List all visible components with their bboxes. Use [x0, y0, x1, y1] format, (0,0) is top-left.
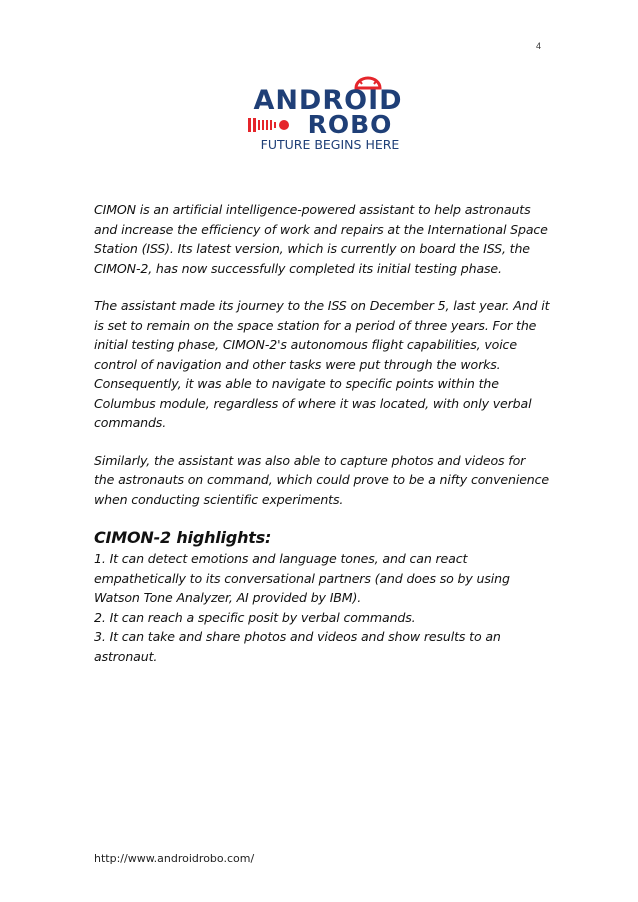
- paragraph-1: [94, 200, 554, 278]
- logo-tagline: FUTURE BEGINS HERE: [260, 137, 400, 152]
- text-line: CIMON-2, has now successfully completed its initial testing phase.: [94, 260, 502, 276]
- logo-graphic: [238, 76, 418, 156]
- list-item: Watson Tone Analyzer, AI provided by IBM).: [94, 590, 362, 605]
- text-line: initial testing phase, CIMON-2's autonomous flight capabilities, voice: [94, 337, 517, 352]
- text-line: when conducting scientific experiments.: [94, 491, 344, 507]
- androidrobo-logo: [238, 76, 418, 156]
- text-line: CIMON is an artificial intelligence-powered assistant to help astronauts: [94, 202, 531, 217]
- logo-word-android: ANDROID: [253, 85, 403, 116]
- text-line: Columbus module, regardless of where it was located, with only verbal: [94, 395, 532, 411]
- text-line: Similarly, the assistant was also able to capture photos and videos for: [94, 452, 526, 468]
- text-line: is set to remain on the space station for a period of three years. For the: [94, 317, 537, 333]
- paragraph-3: [94, 451, 554, 510]
- article-body: [94, 200, 554, 666]
- paragraph-2: [94, 296, 554, 433]
- list-item: empathetically to its conversational partners (and does so by using: [94, 570, 510, 586]
- text-line: Consequently, it was able to navigate to specific points within the: [94, 376, 499, 391]
- list-item: 3. It can take and share photos and videos and show results to an: [94, 629, 501, 644]
- text-line: control of navigation and other tasks were put through the works.: [94, 356, 501, 372]
- list-item: 1. It can detect emotions and language tones, and can react: [94, 551, 468, 566]
- text-line: and increase the efficiency of work and repairs at the International Space: [94, 221, 548, 237]
- robot-arm-icon: [248, 118, 289, 132]
- list-item: 2. It can reach a specific posit by verbal commands.: [94, 609, 416, 625]
- list-item: astronaut.: [94, 648, 158, 664]
- text-line: Station (ISS). Its latest version, which is currently on board the ISS, the: [94, 241, 530, 256]
- footer-url: http://www.androidrobo.com/: [94, 852, 255, 865]
- text-line: the astronauts on command, which could prove to be a nifty convenience: [94, 472, 550, 487]
- logo-word-robo: ROBO: [307, 110, 393, 139]
- text-line: The assistant made its journey to the ISS on December 5, last year. And it: [94, 298, 550, 313]
- highlights-heading: CIMON-2 highlights:: [94, 528, 272, 547]
- highlights-list: [94, 549, 554, 666]
- page-number: 4: [536, 41, 542, 51]
- text-line: commands.: [94, 415, 167, 430]
